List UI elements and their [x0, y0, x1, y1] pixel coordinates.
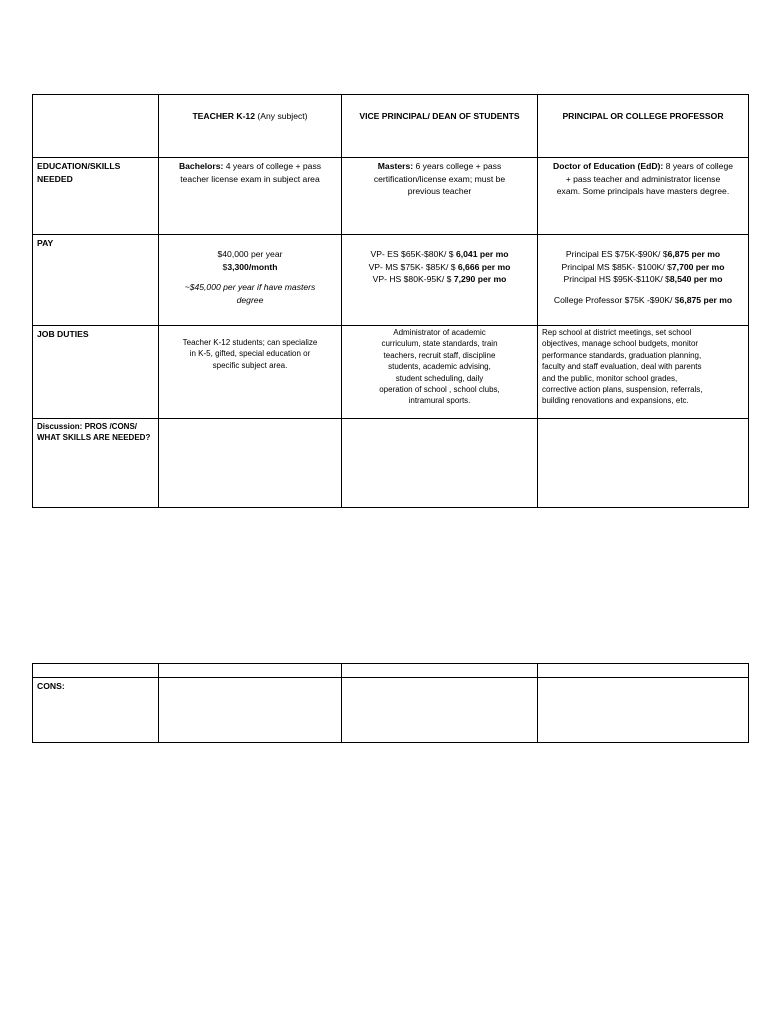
education-principal-line3: exam. Some principals have masters degree.: [556, 186, 730, 196]
education-row: [33, 158, 749, 235]
duties-principal-line5: and the public, monitor school grades,: [542, 373, 678, 383]
pay-vp-ms-range: VP- MS $75K- $85K/ $: [368, 261, 458, 272]
pay-principal-hs: [544, 273, 742, 286]
header-vice-principal: VICE PRINCIPAL/ DEAN OF STUDENTS: [342, 95, 538, 158]
header-teacher-bold: TEACHER K-12: [192, 111, 255, 121]
discussion-label-line2: WHAT SKILLS ARE NEEDED?: [37, 433, 151, 442]
pay-vp-ms-monthly: 6,666 per mo: [457, 261, 511, 272]
education-teacher-bold: Bachelors:: [178, 161, 224, 171]
education-vp-line3: previous teacher: [407, 186, 472, 196]
duties-vp-line3: teachers, recruit staff, discipline: [383, 350, 496, 360]
pay-teacher-line1: $40,000 per year: [217, 249, 283, 259]
education-label: [33, 158, 159, 235]
pay-teacher-monthly: 3,300/month: [227, 261, 278, 272]
pay-college-professor: [544, 294, 742, 307]
education-principal-line1: 8 years of college: [663, 161, 734, 171]
header-principal: PRINCIPAL OR COLLEGE PROFESSOR: [538, 95, 749, 158]
pay-teacher-note-line2: degree: [236, 294, 264, 305]
pay-principal-es: [544, 248, 742, 261]
discussion-label-line1: Discussion: PROS /CONS/: [37, 422, 138, 431]
education-principal-bold: Doctor of Education (EdD):: [552, 161, 664, 171]
pay-principal-ms: [544, 261, 742, 274]
cons-label: CONS:: [33, 678, 159, 743]
cons-header-cell-1: [33, 664, 159, 678]
duties-vp-line7: intramural sports.: [408, 396, 471, 406]
pay-principal-hs-range: Principal HS $95K-$110K/ $: [563, 274, 670, 284]
education-vp-line2: certification/license exam; must be: [373, 173, 506, 184]
pay-vp-es-range: VP- ES $65K-$80K/ $: [370, 249, 456, 259]
cons-row: [33, 678, 749, 743]
career-comparison-table: [32, 94, 749, 508]
cons-vp-cell[interactable]: [342, 678, 538, 743]
duties-principal-line2: objectives, manage school budgets, monitor: [542, 339, 699, 349]
pay-vp-hs: [348, 273, 531, 286]
education-vp-bold: Masters:: [377, 161, 414, 171]
header-teacher-normal: (Any subject): [255, 111, 308, 121]
pay-vp-es-monthly: 6,041 per mo: [455, 249, 509, 259]
pay-vp-es: [348, 248, 531, 261]
duties-principal-line4: faculty and staff evaluation, deal with parents: [542, 362, 702, 372]
education-label-line2: NEEDED: [37, 173, 73, 184]
cons-header-cell-4: [538, 664, 749, 678]
cons-header-row: [33, 664, 749, 678]
pay-principal-es-range: Principal ES $75K-$90K/ $: [565, 249, 668, 259]
discussion-principal-cell[interactable]: [538, 419, 749, 508]
education-principal: [538, 158, 749, 235]
duties-vp-line6: operation of school , school clubs,: [379, 385, 500, 395]
pay-vp-hs-range: VP- HS $80K-95K/ $: [372, 274, 454, 284]
education-vp-line1: 6 years college + pass: [413, 161, 502, 171]
duties-principal-line6: corrective action plans, suspension, referrals,: [542, 385, 703, 395]
pay-professor-monthly: 6,875 per mo: [679, 294, 733, 305]
duties-teacher: [159, 326, 342, 419]
duties-vp-line1: Administrator of academic: [393, 328, 486, 337]
pay-vp-ms: [348, 261, 531, 274]
pay-teacher: [159, 235, 342, 326]
education-teacher: [159, 158, 342, 235]
duties-principal-line1: Rep school at district meetings, set school: [542, 328, 692, 337]
cons-teacher-cell[interactable]: [159, 678, 342, 743]
duties-principal: [538, 326, 749, 419]
duties-vp-line4: students, academic advising,: [388, 362, 491, 372]
duties-vice-principal: [342, 326, 538, 419]
pay-principal: [538, 235, 749, 326]
header-teacher: [159, 95, 342, 158]
pay-principal-ms-monthly: 7,700 per mo: [671, 261, 725, 272]
discussion-teacher-cell[interactable]: [159, 419, 342, 508]
discussion-row: [33, 419, 749, 508]
cons-header-cell-3: [342, 664, 538, 678]
duties-principal-line3: performance standards, graduation planning,: [542, 350, 702, 360]
pay-teacher-note-line1: ~$45,000 per year if have masters: [184, 282, 316, 292]
duties-label: JOB DUTIES: [33, 326, 159, 419]
cons-principal-cell[interactable]: [538, 678, 749, 743]
pay-principal-hs-monthly: 8,540 per mo: [669, 274, 723, 284]
duties-row: [33, 326, 749, 419]
education-principal-line2: + pass teacher and administrator license: [565, 173, 721, 184]
pay-row: [33, 235, 749, 326]
duties-principal-line7: building renovations and expansions, etc.: [542, 396, 689, 406]
education-vice-principal: [342, 158, 538, 235]
cons-table: [32, 663, 749, 743]
duties-vp-line2: curriculum, state standards, train: [381, 339, 498, 349]
pay-vice-principal: [342, 235, 538, 326]
duties-vp-line5: student scheduling, daily: [395, 373, 484, 383]
pay-professor-range: College Professor $75K -$90K/ $: [553, 294, 680, 305]
header-row: [33, 95, 749, 158]
pay-principal-es-monthly: 6,875 per mo: [667, 249, 721, 259]
pay-vp-hs-monthly: 7,290 per mo: [453, 274, 507, 284]
pay-label: PAY: [33, 235, 159, 326]
education-teacher-line1: 4 years of college + pass: [223, 161, 322, 171]
pay-principal-ms-range: Principal MS $85K- $100K/ $: [561, 261, 672, 272]
cons-header-cell-2: [159, 664, 342, 678]
header-empty-cell: [33, 95, 159, 158]
discussion-vp-cell[interactable]: [342, 419, 538, 508]
education-teacher-line2: teacher license exam in subject area: [180, 173, 320, 184]
duties-teacher-line3: specific subject area.: [212, 360, 288, 370]
pay-teacher-dollar: $: [222, 261, 228, 272]
education-label-line1: EDUCATION/SKILLS: [37, 161, 121, 171]
discussion-label: [33, 419, 159, 508]
duties-teacher-line2: in K-5, gifted, special education or: [189, 349, 311, 359]
duties-teacher-line1: Teacher K-12 students; can specialize: [182, 338, 318, 347]
